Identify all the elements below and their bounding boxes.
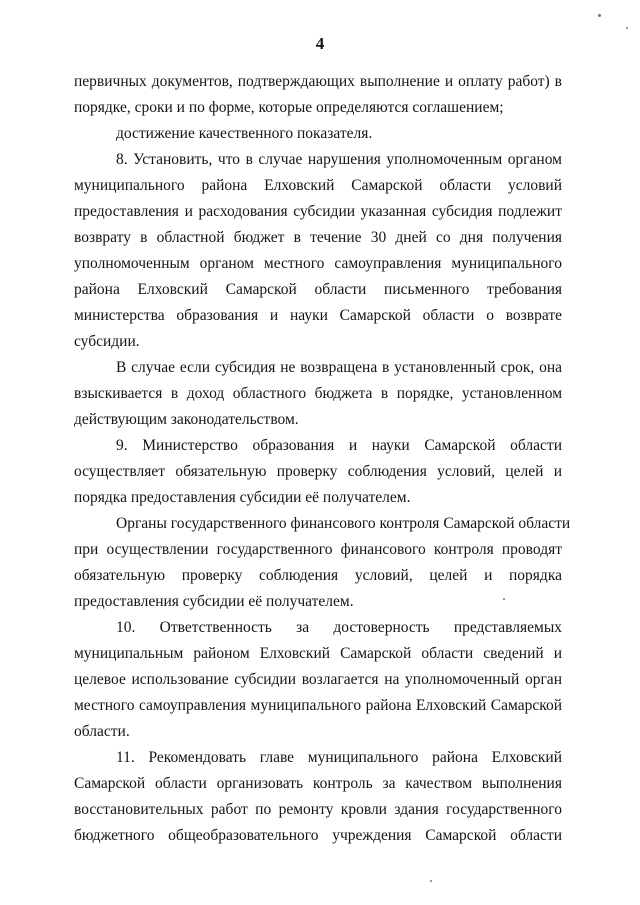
scan-speck (626, 27, 628, 29)
text-line: порядка предоставления субсидии её получателем. (74, 489, 411, 506)
scan-speck (598, 14, 601, 17)
text-line: действующим законодательством. (74, 411, 299, 428)
text-line: достижение качественного показателя. (116, 125, 373, 142)
text-line: района Елховский Самарской области письменного требования (74, 281, 562, 298)
page-number: 4 (315, 34, 325, 53)
text-line: первичных документов, подтверждающих выполнение и оплату работ) в (74, 73, 562, 90)
text-line: 9. Министерство образования и науки Самарской области (116, 437, 562, 454)
text-line: предоставления и расходования субсидии указанная субсидия подлежит (74, 203, 562, 220)
text-line: В случае если субсидия не возвращена в установленный срок, она (116, 359, 562, 376)
text-line: взыскивается в доход областного бюджета в порядке, установленном (74, 385, 562, 402)
text-line: 10. Ответственность за достоверность представляемых (116, 619, 562, 636)
text-line: порядке, сроки и по форме, которые определяются соглашением; (74, 99, 504, 116)
text-line: субсидии. (74, 333, 140, 350)
text-line: бюджетного общеобразовательного учреждения Самарской области (74, 827, 562, 844)
text-line: уполномоченным органом местного самоуправления муниципального (74, 255, 562, 272)
text-line: обязательную проверку соблюдения условий, целей и порядка (74, 567, 562, 584)
text-line: области. (74, 723, 130, 740)
text-line: осуществляет обязательную проверку соблюдения условий, целей и (74, 463, 562, 480)
text-line: министерства образования и науки Самарской области о возврате (74, 307, 562, 324)
text-line: возврату в областной бюджет в течение 30 дней со дня получения (74, 229, 562, 246)
scan-speck (503, 598, 505, 600)
text-line: восстановительных работ по ремонту кровли здания государственного (74, 801, 562, 818)
text-line: 8. Установить, что в случае нарушения уполномоченным органом (116, 151, 562, 168)
text-line: 11. Рекомендовать главе муниципального района Елховский (116, 749, 562, 766)
text-line: муниципальным районом Елховский Самарской области сведений и (74, 645, 562, 662)
text-line: муниципального района Елховский Самарской области условий (74, 177, 562, 194)
text-line: целевое использование субсидии возлагается на уполномоченный орган (74, 671, 562, 688)
text-line: местного самоуправления муниципального района Елховский Самарской (74, 697, 562, 714)
text-line: Органы государственного финансового контроля Самарской области (116, 515, 571, 532)
text-line: при осуществлении государственного финансового контроля проводят (74, 541, 562, 558)
text-line: Самарской области организовать контроль за качеством выполнения (74, 775, 562, 792)
text-line: предоставления субсидии её получателем. (74, 593, 354, 610)
scan-speck (430, 880, 432, 882)
